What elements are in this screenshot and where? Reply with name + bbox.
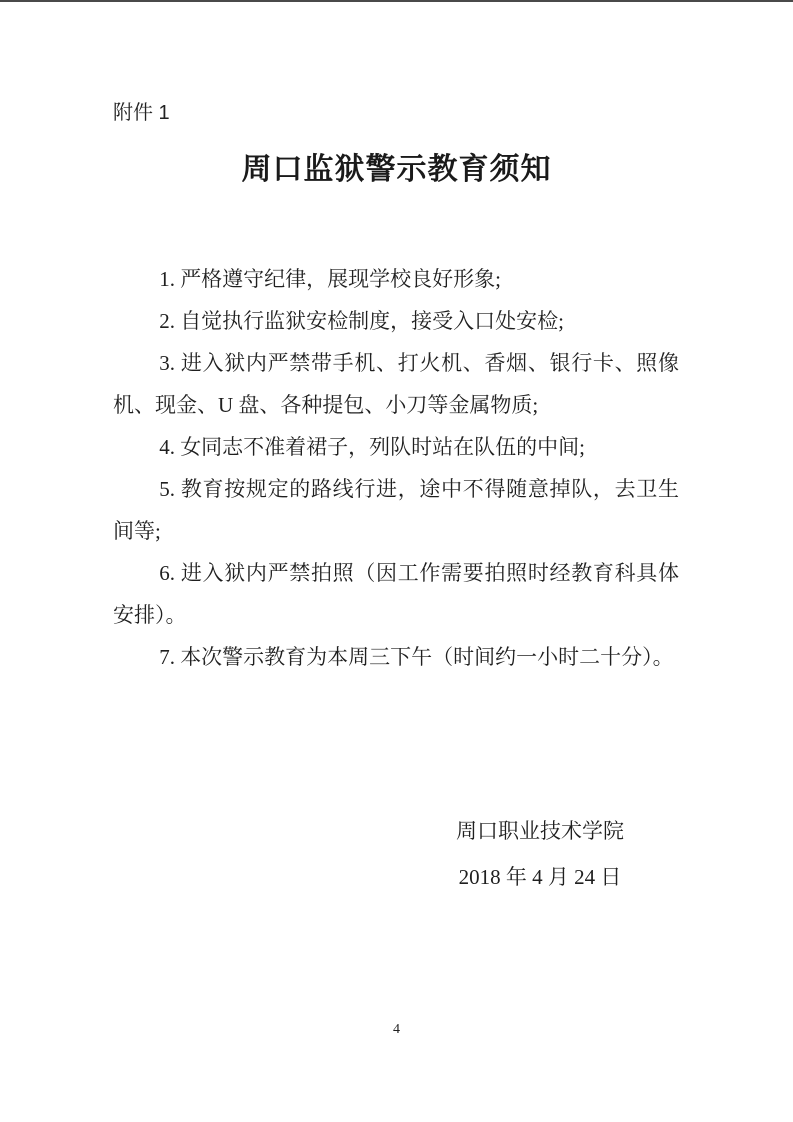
signature-block bbox=[400, 808, 680, 900]
notice-item-5: 5. 教育按规定的路线行进，途中不得随意掉队，去卫生间等; bbox=[113, 477, 679, 543]
document-title: 周口监狱警示教育须知 bbox=[241, 153, 552, 186]
attachment-label: 附件 1 bbox=[113, 102, 170, 124]
notice-item-4: 4. 女同志不准着裙子，列队时站在队伍的中间; bbox=[159, 435, 586, 459]
notice-item-7: 7. 本次警示教育为本周三下午（时间约一小时二十分）。 bbox=[159, 645, 674, 669]
notice-item-1: 1. 严格遵守纪律，展现学校良好形象; bbox=[159, 267, 502, 291]
signature-date: 2018 年 4 月 24 日 bbox=[458, 865, 622, 889]
signature-organization: 周口职业技术学院 bbox=[456, 819, 624, 843]
notice-item-6: 6. 进入狱内严禁拍照（因工作需要拍照时经教育科具体安排）。 bbox=[113, 561, 679, 627]
notice-item-3: 3. 进入狱内严禁带手机、打火机、香烟、银行卡、照像机、现金、U 盘、各种提包、小刀等金属物质; bbox=[113, 351, 679, 417]
notice-item-2: 2. 自觉执行监狱安检制度，接受入口处安检; bbox=[159, 309, 565, 333]
document-body bbox=[113, 258, 679, 678]
page-number: 4 bbox=[393, 1022, 400, 1037]
